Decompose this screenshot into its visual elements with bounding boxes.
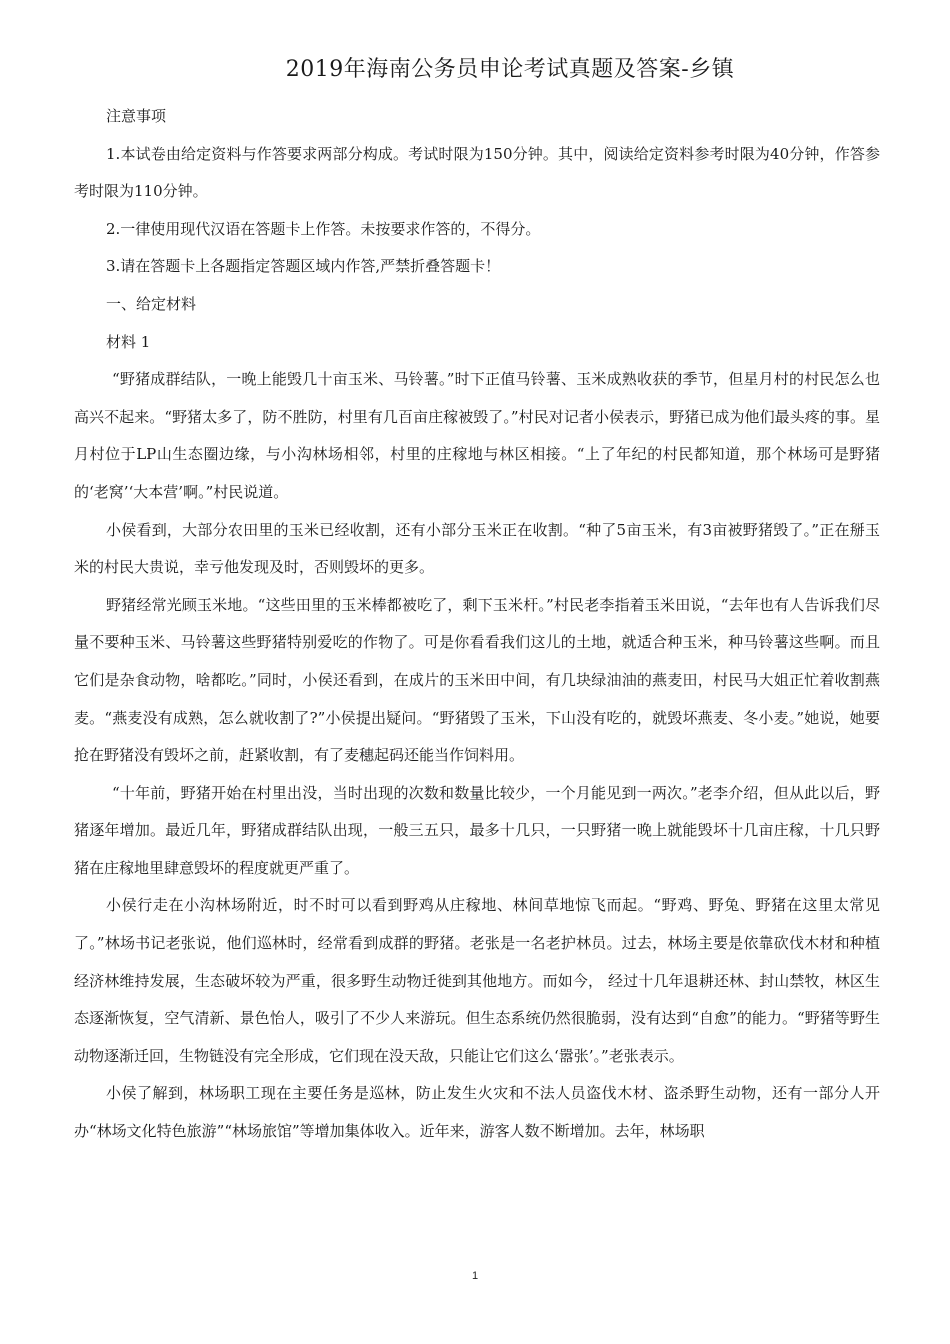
page-number: 1: [471, 1270, 479, 1282]
body-paragraph: “野猪成群结队，一晚上能毁几十亩玉米、马铃薯。”时下正值马铃薯、玉米成熟收获的季节，但星月村的村民怎么也高兴不起来。“野猪太多了，防不胜防，村里有几百亩庄稼被毁了。”村民对记者小侯表示，野猪已成为他们最头疼的事。星月村位于LP山生态圈边缘，与小沟林场相邻，村里的庄稼地与林区相接。“上了年纪的村民都知道，那个林场可是野猪的‘老窝’‘大本营’啊。”村民说道。: [74, 370, 880, 501]
body-paragraph: “十年前，野猪开始在村里出没，当时出现的次数和数量比较少，一个月能见到一两次。”老李介绍，但从此以后，野猪逐年增加。最近几年，野猪成群结队出现，一般三五只，最多十几只，一只野猪一晚上就能毁坏十几亩庄稼，十几只野猪在庄稼地里肆意毁坏的程度就更严重了。: [74, 783, 880, 877]
body-paragraph: 野猪经常光顾玉米地。“这些田里的玉米棒都被吃了，剩下玉米杆。”村民老李指着玉米田说，“去年也有人告诉我们尽量不要种玉米、马铃薯这些野猪特别爱吃的作物了。可是你看看我们这儿的土地，就适合种玉米，种马铃薯这些啊。而且它们是杂食动物，啥都吃。”同时，小侯还看到，在成片的玉米田中间，有几块绿油油的燕麦田，村民马大姐正忙着收割燕麦。“燕麦没有成熟，怎么就收割了?”小侯提出疑问。“野猪毁了玉米，下山没有吃的，就毁坏燕麦、冬小麦。”她说，她要抢在野猪没有毁坏之前，赶紧收割，有了麦穗起码还能当作饲料用。: [74, 595, 880, 765]
material-heading: 材料 1: [106, 332, 151, 351]
body-paragraph: 小侯看到，大部分农田里的玉米已经收割，还有小部分玉米正在收割。“种了5亩玉米，有3亩被野猪毁了。”正在掰玉米的村民大贵说，幸亏他发现及时，否则毁坏的更多。: [74, 520, 880, 577]
body-paragraph: 小侯了解到，林场职工现在主要任务是巡林，防止发生火灾和不法人员盗伐木材、盗杀野生动物，还有一部分人开办“林场文化特色旅游”“林场旅馆”等增加集体收入。近年来，游客人数不断增加。去年，林场职: [74, 1084, 880, 1141]
document-body: [74, 98, 880, 1151]
document-title: 2019年海南公务员申论考试真题及答案-乡镇: [285, 57, 735, 82]
notice-heading: 注意事项: [106, 107, 167, 125]
notice-item: 1.本试卷由给定资料与作答要求两部分构成。考试时限为150分钟。其中，阅读给定资料参考时限为40分钟，作答参考时限为110分钟。: [74, 144, 880, 201]
body-paragraph: 小侯行走在小沟林场附近，时不时可以看到野鸡从庄稼地、林间草地惊飞而起。“野鸡、野兔、野猪在这里太常见了。”林场书记老张说，他们巡林时，经常看到成群的野猪。老张是一名老护林员。过去，林场主要是依靠砍伐木材和种植经济林维持发展，生态破坏较为严重，很多野生动物迁徙到其他地方。而如今， 经过十几年退耕还林、封山禁牧，林区生态逐渐恢复，空气清新、景色怡人，吸引了不少人来游玩。但生态系统仍然很脆弱，没有达到“自愈”的能力。“野猪等野生动物逐渐迁回，生物链没有完全形成，它们现在没天敌，只能让它们这么‘嚣张’。”老张表示。: [74, 896, 880, 1065]
notice-item: 2.一律使用现代汉语在答题卡上作答。未按要求作答的，不得分。: [106, 219, 541, 238]
notice-item: 3.请在答题卡上各题指定答题区域内作答,严禁折叠答题卡！: [106, 257, 501, 276]
section-heading: 一、给定材料: [106, 294, 197, 313]
